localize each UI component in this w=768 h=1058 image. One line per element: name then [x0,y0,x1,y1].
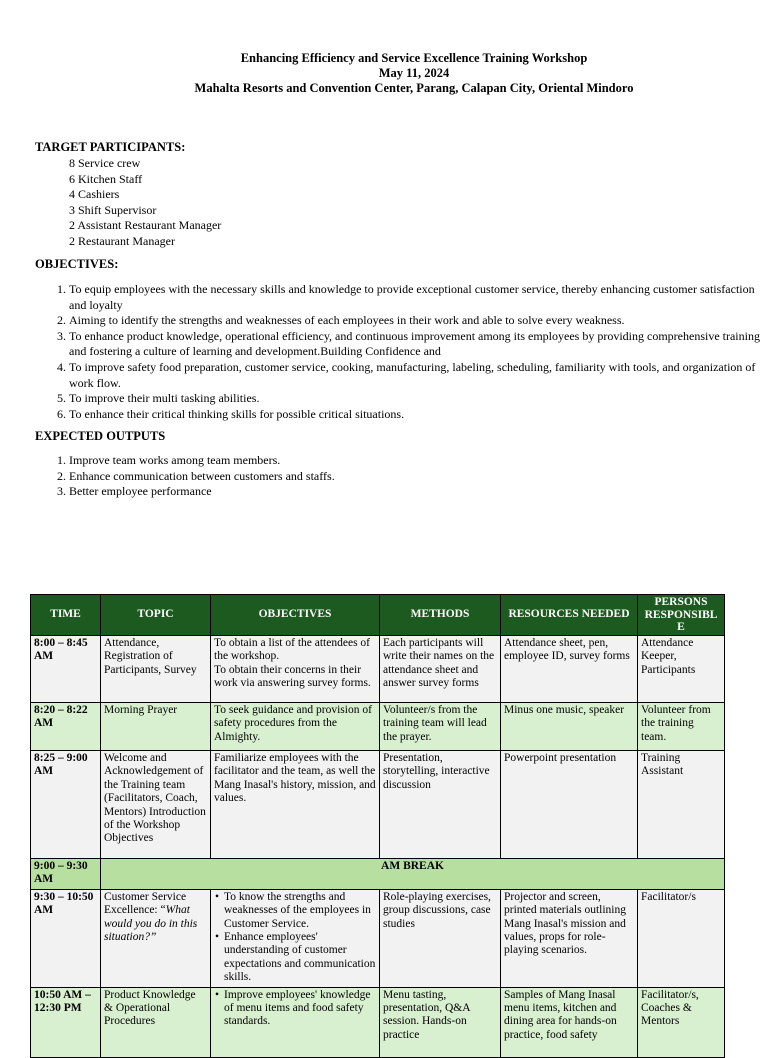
column-header-time: TIME [31,595,101,636]
list-item: 6. To enhance their critical thinking skills for possible critical situations. [69,407,768,423]
cell-resources: Projector and screen, printed materials outlining Mang Inasal's mission and values, props for role-playing scenarios. [501,889,638,987]
cell-topic [101,889,211,987]
list-item: 2 Assistant Restaurant Manager [69,218,222,233]
document-title: Enhancing Efficiency and Service Excellence Training Workshop [240,51,588,65]
outputs-list [35,453,768,500]
list-item: 1. Improve team works among team members. [69,453,768,469]
table-header-row [31,595,725,636]
cell-time: 9:30 – 10:50 AM [31,889,101,987]
cell-persons: Volunteer from the training team. [638,703,725,751]
cell-topic: Morning Prayer [101,703,211,751]
cell-methods: Presentation, storytelling, interactive discussion [380,751,501,859]
table-row [31,751,725,859]
list-item: 5. To improve their multi tasking abilities. [69,391,768,407]
participants-list [69,156,221,250]
list-item: 3. Better employee performance [69,484,768,500]
cell-objectives: Familiarize employees with the facilitator and the team, as well the Mang Inasal's history, mission, and values. [211,751,380,859]
column-header-persons: PERSONS RESPONSIBL E [638,595,725,636]
list-item: 6 Kitchen Staff [69,171,143,186]
list-item: 1. To equip employees with the necessary skills and knowledge to provide exceptional customer service, thereby enhancing customer satisfaction and loyalty [69,282,768,313]
outputs-heading: EXPECTED OUTPUTS [35,429,166,443]
cell-time: 8:00 – 8:45 AM [31,636,101,703]
list-item: 4 Cashiers [69,187,120,202]
cell-persons: Facilitator/s, Coaches & Mentors [638,987,725,1057]
cell-methods: Volunteer/s from the training team will lead the prayer. [380,703,501,751]
column-header-resources: RESOURCES NEEDED [501,595,638,636]
document-venue: Mahalta Resorts and Convention Center, Parang, Calapan City, Oriental Mindoro [194,81,634,95]
column-header-topic: TOPIC [101,595,211,636]
cell-time: 8:20 – 8:22 AM [31,703,101,751]
cell-methods: Each participants will write their names on the attendance sheet and answer survey forms [380,636,501,703]
list-item: 2 Restaurant Manager [69,233,175,248]
objective-text: To obtain their concerns in their work via answering survey forms. [214,663,371,690]
cell-persons: Attendance Keeper, Participants [638,636,725,703]
table-row-break [31,859,725,890]
cell-time: 9:00 – 9:30 AM [31,859,101,890]
cell-time: 8:25 – 9:00 AM [31,751,101,859]
cell-topic: Attendance, Registration of Participants, Survey [101,636,211,703]
table-row [31,636,725,703]
objectives-list [35,282,768,422]
list-item: 3. To enhance product knowledge, operational efficiency, and continuous improvement among its employees by providing comprehensive training and fostering a culture of learning and development.Building Confidence and [69,329,768,360]
cell-resources: Attendance sheet, pen, employee ID, survey forms [501,636,638,703]
column-header-objectives: OBJECTIVES [211,595,380,636]
document-header [0,51,768,96]
list-item: • Enhance employees' understanding of customer expectations and communication skills. [224,931,376,985]
cell-time: 10:50 AM – 12:30 PM [31,987,101,1057]
table-row [31,703,725,751]
cell-persons: Facilitator/s [638,889,725,987]
list-item: • To know the strengths and weaknesses of the employees in Customer Service. [224,891,376,931]
break-label: AM BREAK [101,859,725,890]
objective-text: To obtain a list of the attendees of the workshop. [214,637,370,663]
cell-objectives [211,987,380,1057]
cell-objectives [211,636,380,703]
cell-methods: Role-playing exercises, group discussions, case studies [380,889,501,987]
topic-italic-text: What would you do in this situation?” [104,904,198,944]
list-item: 2. Aiming to identify the strengths and weaknesses of each employees in their work and able to solve every weakness. [69,313,768,329]
participants-heading: TARGET PARTICIPANTS: [35,140,186,154]
schedule-table [30,594,725,1058]
cell-methods: Menu tasting, presentation, Q&A session. Hands-on practice [380,987,501,1057]
table-row [31,889,725,987]
cell-topic: Welcome and Acknowledgement of the Training team (Facilitators, Coach, Mentors) Introduction of the Workshop Objectives [101,751,211,859]
objectives-heading: OBJECTIVES: [35,257,119,271]
cell-persons: Training Assistant [638,751,725,859]
list-item: • Improve employees' knowledge of menu items and food safety standards. [224,989,376,1029]
document-date: May 11, 2024 [378,66,450,80]
cell-resources: Minus one music, speaker [501,703,638,751]
list-item: 3 Shift Supervisor [69,202,157,217]
column-header-methods: METHODS [380,595,501,636]
topic-text: Customer Service Excellence: “ [104,890,187,917]
list-item: 4. To improve safety food preparation, customer service, cooking, manufacturing, labeling, scheduling, familiarity with tools, and organization of work flow. [69,360,768,391]
cell-topic: Product Knowledge & Operational Procedures [101,987,211,1057]
cell-objectives: To seek guidance and provision of safety procedures from the Almighty. [211,703,380,751]
cell-objectives [211,889,380,987]
list-item: 2. Enhance communication between customers and staffs. [69,469,768,485]
cell-resources: Samples of Mang Inasal menu items, kitchen and dining area for hands-on practice, food safety [501,987,638,1057]
cell-resources: Powerpoint presentation [501,751,638,859]
table-row [31,987,725,1057]
list-item: 8 Service crew [69,156,141,170]
